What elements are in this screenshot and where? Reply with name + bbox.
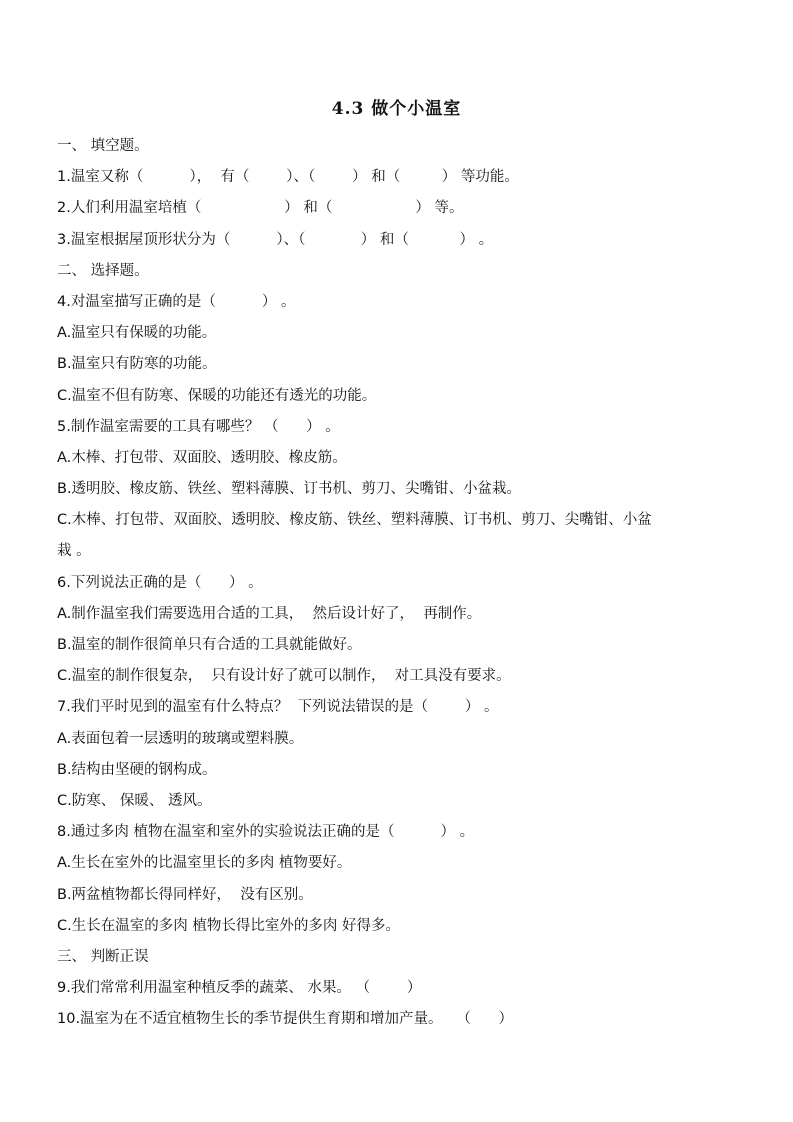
question-7-option-c: C.防寒、 保暖、 透风。 — [57, 792, 212, 809]
question-6-option-c: C.温室的制作很复杂， 只有设计好了就可以制作， 对工具没有要求。 — [57, 668, 511, 685]
question-5-option-a: A.木棒、打包带、双面胶、透明胶、橡皮筋。 — [57, 449, 347, 466]
page-title: 4.3 做个小温室 — [331, 99, 462, 119]
question-8-option-b: B.两盆植物都长得同样好， 没有区别。 — [57, 886, 313, 903]
question-lines — [57, 131, 737, 1035]
question-7-option-a: A.表面包着一层透明的玻璃或塑料膜。 — [57, 730, 304, 747]
question-4-option-c: C.温室不但有防寒、保暖的功能还有透光的功能。 — [57, 387, 377, 404]
question-6-option-a: A.制作温室我们需要选用合适的工具， 然后设计好了， 再制作。 — [57, 605, 482, 622]
section-heading-true-false: 三、 判断正误 — [57, 948, 149, 965]
section-heading-fill-blank: 一、 填空题。 — [57, 138, 149, 154]
question-3: 3.温室根据屋顶形状分为（ ）、（ ） 和（ ） 。 — [57, 231, 494, 248]
question-5: 5.制作温室需要的工具有哪些？ （ ） 。 — [57, 418, 340, 435]
question-5-option-c-continued: 栽 。 — [57, 543, 91, 560]
question-5-option-c: C.木棒、打包带、双面胶、透明胶、橡皮筋、铁丝、塑料薄膜、订书机、剪刀、尖嘴钳、小盆 — [57, 512, 652, 529]
question-6-option-b: B.温室的制作很简单只有合适的工具就能做好。 — [57, 637, 362, 653]
question-8-option-a: A.生长在室外的比温室里长的多肉 植物要好。 — [57, 855, 352, 872]
question-10: 10.温室为在不适宜植物生长的季节提供生育期和增加产量。 （ ） — [57, 1011, 514, 1028]
question-1: 1.温室又称（ ）， 有（ ）、（ ） 和（ ） 等功能。 — [57, 169, 519, 186]
question-7-option-b: B.结构由坚硬的钢构成。 — [57, 761, 217, 778]
question-8: 8.通过多肉 植物在温室和室外的实验说法正确的是（ ） 。 — [57, 824, 475, 841]
section-heading-choice: 二、 选择题。 — [57, 262, 149, 279]
question-6: 6.下列说法正确的是（ ） 。 — [57, 574, 263, 591]
question-4-option-a: A.温室只有保暖的功能。 — [57, 325, 217, 342]
question-2: 2.人们利用温室培植（ ） 和（ ） 等。 — [57, 200, 464, 217]
question-7: 7.我们平时见到的温室有什么特点？ 下列说法错误的是（ ） 。 — [57, 699, 499, 716]
question-4: 4.对温室描写正确的是（ ） 。 — [57, 293, 296, 310]
question-9: 9.我们常常利用温室种植反季的蔬菜、 水果。 （ ） — [57, 980, 422, 997]
question-5-option-b: B.透明胶、橡皮筋、铁丝、塑料薄膜、订书机、剪刀、尖嘴钳、小盆栽。 — [57, 481, 522, 498]
question-4-option-b: B.温室只有防寒的功能。 — [57, 356, 217, 373]
question-8-option-c: C.生长在温室的多肉 植物长得比室外的多肉 好得多。 — [57, 917, 400, 934]
